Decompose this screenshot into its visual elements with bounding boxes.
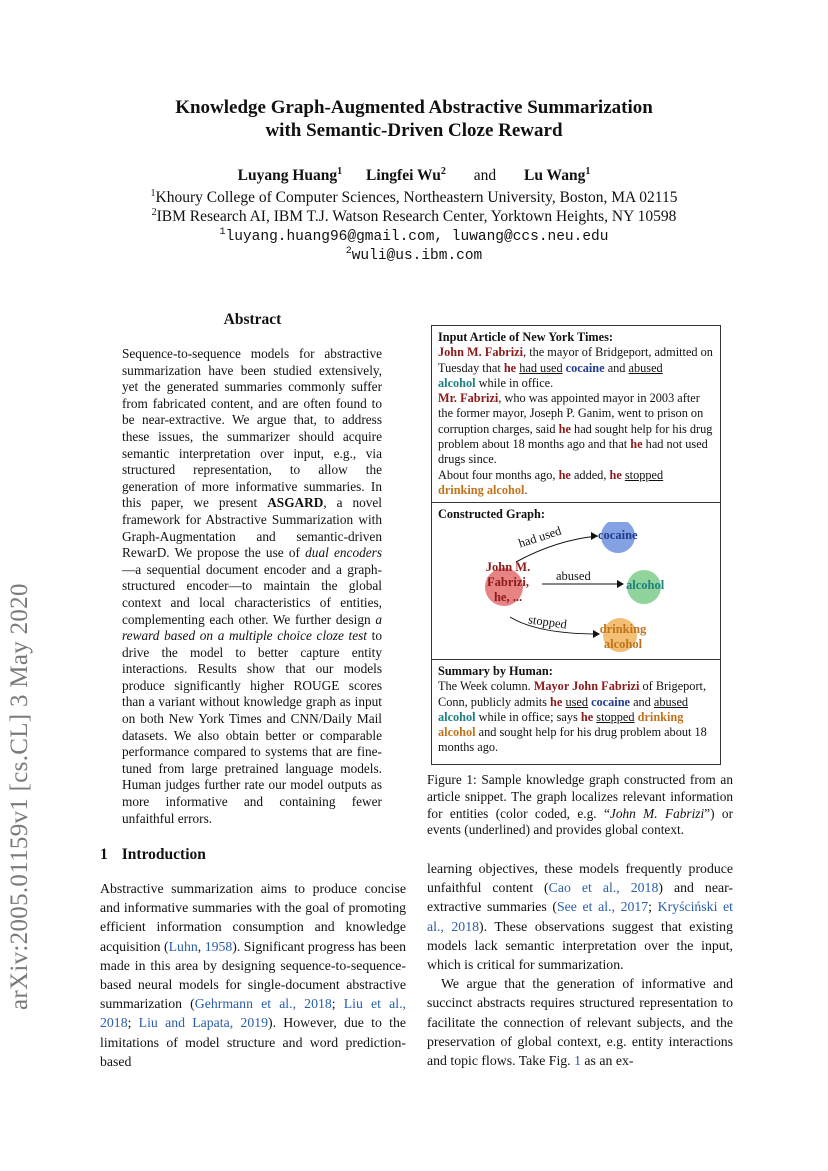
node-drinking-alcohol: drinking alcohol xyxy=(599,622,647,652)
node-cocaine: cocaine xyxy=(598,528,638,543)
author-list xyxy=(0,166,828,185)
citation-link[interactable]: Luhn xyxy=(168,938,198,954)
node-alcohol: alcohol xyxy=(626,578,665,593)
summary-by-human-box: Summary by Human: The Week column. Mayor John Fabrizi of Brigeport, Conn, publicly admits he used cocaine and abused alcohol while in office; says he stopped drinking alcohol and sought help for his drug problem about 18 months ago. xyxy=(432,660,720,760)
knowledge-graph xyxy=(438,522,714,672)
node-john-fabrizi: John M. Fabrizi, he, ... xyxy=(485,560,531,605)
edge-label-abused: abused xyxy=(556,569,591,584)
email-1: $^1$luyang.huang96@gmail.com, luwang@ccs.neu.edu xyxy=(219,227,609,245)
author-3: Lu Wang$^1$ xyxy=(524,166,591,185)
title-line-2: with Semantic-Driven Cloze Reward xyxy=(265,120,563,141)
paper-title xyxy=(0,96,828,142)
figure-link[interactable]: 1 xyxy=(574,1053,581,1069)
arxiv-identifier: arXiv:2005.01159v1 [cs.CL] 3 May 2020 xyxy=(6,583,33,1010)
author-1: Luyang Huang$^1$ xyxy=(237,166,343,185)
section-heading-introduction: 1 Introduction xyxy=(100,846,206,863)
citation-link[interactable]: Liu and Lapata, 2019 xyxy=(138,1015,269,1031)
citation-link[interactable]: Gehrmann et al., 2018 xyxy=(194,996,332,1012)
intro-column-1: Abstractive summarization aims to produce concise and informative summaries with the goal of promoting efficient information consumption and knowledge acquisition (Luhn, 1958). Significant progress has been made in this area by designing sequence-to-sequence-based neural models for single-document abstractive summarization (Gehrmann et al., 2018; Liu et al., 2018; Liu and Lapata, 2019). However, due to the limitations of model structure and word prediction-based xyxy=(100,881,406,1069)
citation-link[interactable]: See et al., 2017 xyxy=(557,899,649,915)
affiliation-1: $^1$Khoury College of Computer Sciences, Northeastern University, Boston, MA 02115 xyxy=(150,188,678,207)
citation-link[interactable]: Cao et al., 2018 xyxy=(548,880,659,896)
title-line-1: Knowledge Graph-Augmented Abstractive Summarization xyxy=(175,97,653,118)
citation-link[interactable]: 1958 xyxy=(204,938,233,954)
constructed-graph-box: Constructed Graph: had used cocaine John M. Fabrizi, he, ... abused alcohol stopped drinking alcohol xyxy=(432,503,720,660)
author-2: Lingfei Wu$^2$ xyxy=(366,166,446,185)
edge-label-had-used: had used xyxy=(516,523,563,551)
summary-text: The Week column. Mayor John Fabrizi of Brigeport, Conn, publicly admits he used cocaine and abused alcohol while in office; says he stopped drinking alcohol and sought help for his drug problem about 18 months ago. xyxy=(438,679,707,755)
figure-1 xyxy=(431,325,721,765)
input-article-text: John M. Fabrizi, the mayor of Bridgeport, admitted on Tuesday that he had used cocaine and abused alcohol while in office. Mr. Fabrizi, who was appointed mayor in 2003 after the former mayor, Joseph P. Ganim, went to prison on corruption charges, said he had sought help for his drug problem about 18 months ago and that he had not used drugs since. About four months ago, he added, he stopped drinking alcohol. xyxy=(438,345,713,497)
citation-link[interactable]: Kryściński et al., 2018 xyxy=(427,899,733,934)
edge-label-stopped: stopped xyxy=(527,612,568,632)
citation-link[interactable]: Liu et al., 2018 xyxy=(100,996,406,1031)
author-conjunction: and xyxy=(473,167,497,185)
email-2: $^2$wuli@us.ibm.com xyxy=(345,246,483,264)
affiliation-2: $^2$IBM Research AI, IBM T.J. Watson Research Center, Yorktown Heights, NY 10598 xyxy=(151,207,677,226)
figure-1-caption: Figure 1: Sample knowledge graph constructed from an article snippet. The graph localizes relevant information for entities (color coded, e.g. “John M. Fabrizi”) or events (underlined) and provides global context. xyxy=(427,772,733,838)
abstract-heading: Abstract xyxy=(223,311,282,328)
input-article-box: Input Article of New York Times: John M. Fabrizi, the mayor of Bridgeport, admitted on Tuesday that he had used cocaine and abused alcohol while in office. Mr. Fabrizi, who was appointed mayor in 2003 after the former mayor, Joseph P. Ganim, went to prison on corruption charges, said he had sought help for his drug problem about 18 months ago and that he had not used drugs since. About four months ago, he added, he stopped drinking alcohol. xyxy=(432,326,720,503)
intro-column-2: learning objectives, these models frequently produce unfaithful content (Cao et al., 2018) and near-extractive summaries (See et al., 2017; Kryściński et al., 2018). These observations suggest that existing models lack semantic interpretation over the input, which is critical for summarization. We argue that the generation of informative and succinct abstracts requires structured representation to facilitate the connection of relevant subjects, and the preservation of global context, e.g. entity interactions and topic flows. Take Fig. 1 as an ex- xyxy=(427,861,733,1069)
abstract-body: Sequence-to-sequence models for abstractive summarization have been studied extensively, yet the generated summaries commonly suffer from fabricated content, and are often found to be near-extractive. We argue that, to address these issues, the summarizer should acquire semantic interpretation over input, e.g., via structured representation, to allow the generation of more informative summaries. In this paper, we present ASGARD, a novel framework for Abstractive Summarization with Graph-Augmentation and semantic-driven RewarD. We propose the use of dual encoders—a sequential document encoder and a graph-structured encoder—to maintain the global context and local characteristics of entities, complementing each other. We further design a reward based on a multiple choice cloze test to drive the model to better capture entity interactions. Results show that our models produce significantly higher ROUGE scores than a variant without knowledge graph as input on both New York Times and CNN/Daily Mail datasets. We also obtain better or comparable performance compared to systems that are fine-tuned from large pretrained language models. Human judges further rate our model outputs as more informative and containing fewer unfaithful errors. xyxy=(122,346,383,826)
